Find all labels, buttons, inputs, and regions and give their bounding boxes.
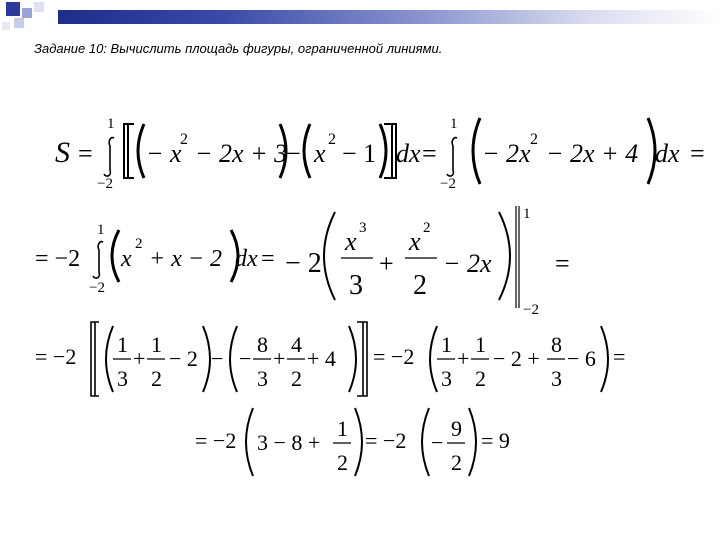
poly-x: x (121, 246, 132, 272)
frac1-den: 3 (349, 270, 363, 301)
symbol-S: S (55, 136, 70, 169)
dx-1: dx (396, 139, 421, 168)
f1-num: 1 (117, 332, 128, 357)
frac2-exp: 2 (423, 220, 431, 236)
left-paren-1 (106, 326, 113, 392)
g1-num: 1 (441, 332, 452, 357)
exponent-2b: 2 (328, 131, 336, 148)
frac2-den: 2 (413, 270, 427, 301)
lead-minus-two: = −2 (35, 246, 81, 272)
dx: dx (235, 246, 258, 272)
f2-num: 1 (151, 332, 162, 357)
f4-num: 4 (291, 332, 302, 357)
tail-term: − 2x (443, 249, 492, 278)
integral-sign (104, 138, 114, 176)
right-paren-big (499, 212, 510, 300)
left-square-bracket (91, 322, 99, 396)
g2-den: 2 (475, 366, 486, 391)
right-square-bracket (357, 322, 367, 396)
h1-num: 1 (337, 416, 348, 441)
eq-mid: = −2 (365, 428, 407, 453)
task-text: Задание 10: Вычислить площадь фигуры, ограниченной линиями. (34, 41, 443, 56)
integral-upper-limit: 1 (97, 222, 105, 238)
left-paren-2 (304, 124, 310, 178)
f3-num: 8 (257, 332, 268, 357)
plus-sign: + (379, 249, 394, 278)
g1-den: 3 (441, 366, 452, 391)
minus-six: − 6 (567, 346, 596, 371)
term-2: x (314, 139, 326, 168)
equals-sign: = (78, 139, 93, 168)
plus-3: + (457, 346, 470, 371)
equation-line-2 (35, 200, 595, 320)
exponent-2: 2 (135, 236, 143, 252)
plus-1: + (133, 346, 146, 371)
left-square-bracket (124, 124, 134, 178)
equation-line-3 (35, 318, 635, 400)
term-3: − 2x (482, 139, 531, 168)
integral-upper-limit: 1 (107, 116, 115, 132)
term-3b: − 2x + 4 (546, 139, 639, 168)
integral-lower-limit: −2 (89, 280, 105, 296)
equals-sign-3: = (690, 139, 705, 168)
h1-den: 2 (337, 450, 348, 475)
left-paren-3 (473, 118, 480, 184)
right-paren-3 (601, 326, 608, 392)
exponent-2c: 2 (530, 131, 538, 148)
equation-line-1 (50, 100, 715, 200)
g2-num: 1 (475, 332, 486, 357)
right-paren-2 (469, 408, 476, 476)
frac1-exp: 3 (359, 220, 367, 236)
f4-den: 2 (291, 366, 302, 391)
minus-sign: − (239, 346, 252, 371)
plus-2: + (273, 346, 286, 371)
left-paren-3 (430, 326, 437, 392)
term-1: − x (146, 139, 182, 168)
left-paren-big (324, 212, 335, 300)
g3-num: 8 (551, 332, 562, 357)
left-paren (112, 230, 119, 282)
integral-sign-2 (447, 138, 457, 176)
right-paren-2 (380, 124, 386, 178)
left-paren-2 (422, 408, 429, 476)
left-paren (138, 124, 144, 178)
inner-expression: 3 − 8 + (257, 430, 321, 455)
integral-2-lower-limit: −2 (440, 176, 456, 192)
minus-two: − 2 (169, 346, 198, 371)
integral-lower-limit: −2 (97, 176, 113, 192)
f1-den: 3 (117, 366, 128, 391)
right-paren-1 (355, 408, 362, 476)
right-paren-2 (349, 326, 356, 392)
equals-sign-2: = (422, 139, 437, 168)
left-paren-1 (246, 408, 253, 476)
lead-minus-two: = −2 (35, 344, 77, 369)
neg-two: − 2 (285, 248, 322, 279)
plus-four: + 4 (307, 346, 336, 371)
minus-sign: − (286, 139, 301, 168)
equals-sign: = (261, 246, 275, 272)
eval-upper: 1 (523, 206, 531, 222)
mid-minus: − (211, 346, 224, 371)
right-paren-3 (648, 118, 655, 184)
h2-den: 2 (451, 450, 462, 475)
eval-lower: −2 (523, 302, 539, 318)
minus-two-plus: − 2 + (493, 346, 540, 371)
h2-num: 9 (451, 416, 462, 441)
exponent-2: 2 (180, 131, 188, 148)
equals-end: = (555, 249, 570, 278)
poly-rest: + x − 2 (149, 246, 223, 272)
integral-2-upper-limit: 1 (450, 116, 458, 132)
left-paren-2 (230, 326, 237, 392)
term-1b: − 2x + 3 (195, 139, 288, 168)
header-bar (58, 10, 720, 24)
slide-logo (0, 0, 60, 40)
term-2b: − 1 (342, 139, 377, 168)
eq-mid: = −2 (373, 344, 415, 369)
dx-2: dx (655, 139, 680, 168)
frac1-num: x (345, 227, 357, 256)
result: = 9 (481, 428, 510, 453)
integral-sign (93, 242, 103, 278)
neg-sign: − (431, 430, 444, 455)
eq-end: = (613, 344, 626, 369)
lead-minus-two: = −2 (195, 428, 237, 453)
equation-line-4 (195, 402, 535, 482)
f2-den: 2 (151, 366, 162, 391)
g3-den: 3 (551, 366, 562, 391)
right-paren-1 (203, 326, 210, 392)
frac2-num: x (409, 227, 421, 256)
f3-den: 3 (257, 366, 268, 391)
